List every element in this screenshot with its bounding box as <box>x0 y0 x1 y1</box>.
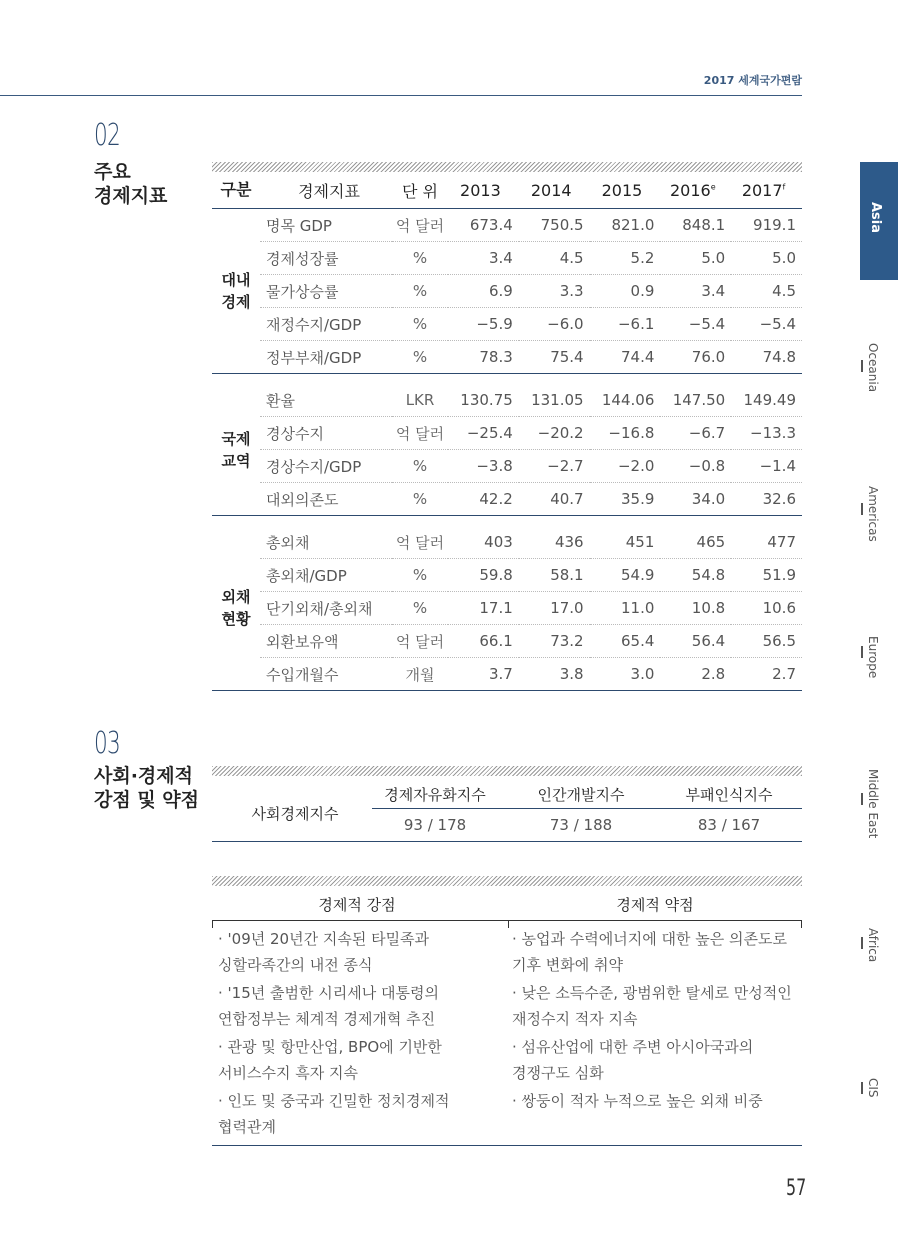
value-cell: 5.2 <box>590 242 661 275</box>
value-cell: 144.06 <box>590 384 661 417</box>
value-cell: 465 <box>660 526 731 559</box>
value-cell: 76.0 <box>660 341 731 374</box>
unit-cell: % <box>392 483 448 516</box>
value-cell: 54.9 <box>590 559 661 592</box>
list-item <box>218 1088 504 1140</box>
book-title: 2017 세계국가편람 <box>703 74 802 87</box>
category-line2: 현황 <box>221 610 251 628</box>
header-2014: 2014 <box>519 172 590 209</box>
value-cell: 10.8 <box>660 592 731 625</box>
sidebar-item-americas[interactable]: Americas <box>866 486 880 542</box>
unit-cell: 억 달러 <box>392 625 448 658</box>
indicator-cell: 대외의존도 <box>260 483 392 516</box>
unit-cell: % <box>392 341 448 374</box>
list-item-line: · 낮은 소득수준, 광범위한 탈세로 만성적인 <box>512 984 792 1002</box>
header-2016-label: 2016 <box>669 180 711 200</box>
group-spacer <box>212 516 802 527</box>
unit-cell: % <box>392 450 448 483</box>
sidebar-item-middle-east[interactable]: Middle East <box>866 769 880 839</box>
value-cell: 54.8 <box>660 559 731 592</box>
value-cell: 56.5 <box>731 625 802 658</box>
page-number: 57 <box>786 1176 807 1201</box>
value-cell: 56.4 <box>660 625 731 658</box>
category-line2: 경제 <box>221 293 251 311</box>
unit-cell: % <box>392 592 448 625</box>
value-cell: −13.3 <box>731 417 802 450</box>
indicator-cell: 단기외채/총외채 <box>260 592 392 625</box>
list-item <box>218 980 504 1032</box>
value-cell: 4.5 <box>519 242 590 275</box>
unit-cell: 억 달러 <box>392 209 448 242</box>
sidebar-item-europe[interactable]: Europe <box>866 636 880 679</box>
value-cell: −25.4 <box>448 417 519 450</box>
sidebar-tick <box>861 1082 863 1094</box>
sidebar-item-africa[interactable]: Africa <box>866 928 880 963</box>
section-title <box>94 160 167 208</box>
index-value-human-development: 73 / 188 <box>549 816 613 834</box>
value-cell: 3.3 <box>519 275 590 308</box>
indicator-cell: 총외채/GDP <box>260 559 392 592</box>
value-cell: 3.4 <box>660 275 731 308</box>
header-2017-sup: f <box>782 182 786 192</box>
table-row <box>212 275 802 308</box>
sw-table-hatch <box>212 876 802 886</box>
value-cell: 848.1 <box>660 209 731 242</box>
section-number: 02 <box>94 118 121 153</box>
value-cell: 58.1 <box>519 559 590 592</box>
header-unit: 단 위 <box>392 172 448 209</box>
group-spacer-cell <box>212 516 802 527</box>
weaknesses-list <box>512 926 802 1116</box>
category-line2: 교역 <box>221 451 251 470</box>
value-cell: −5.4 <box>660 308 731 341</box>
table-row <box>212 341 802 374</box>
unit-cell: % <box>392 275 448 308</box>
unit-cell: LKR <box>392 384 448 417</box>
indicator-cell: 총외채 <box>260 526 392 559</box>
header-indicator: 경제지표 <box>260 172 392 209</box>
category-line1: 국제 <box>221 429 251 448</box>
value-cell: −3.8 <box>448 450 519 483</box>
indicator-cell: 경상수지 <box>260 417 392 450</box>
value-cell: 149.49 <box>731 384 802 417</box>
value-cell: −20.2 <box>519 417 590 450</box>
value-cell: 74.8 <box>731 341 802 374</box>
value-cell: 34.0 <box>660 483 731 516</box>
list-item-line: 싱할라족간의 내전 종식 <box>218 956 373 974</box>
value-cell: −2.0 <box>590 450 661 483</box>
value-cell: 3.4 <box>448 242 519 275</box>
section-title-line1: 사회·경제적 <box>94 765 193 787</box>
list-item-line: · 쌍둥이 적자 누적으로 높은 외채 비중 <box>512 1092 763 1110</box>
table-header-row <box>212 172 802 209</box>
value-cell: 59.8 <box>448 559 519 592</box>
sidebar-tick <box>861 793 863 805</box>
sidebar-tick <box>861 646 863 658</box>
category-cell <box>212 209 260 374</box>
sw-header-rule <box>212 920 802 921</box>
value-cell: 477 <box>731 526 802 559</box>
index-table-hatch <box>212 766 802 776</box>
value-cell: −16.8 <box>590 417 661 450</box>
value-cell: 17.1 <box>448 592 519 625</box>
value-cell: 147.50 <box>660 384 731 417</box>
category-line1: 대내 <box>221 271 251 289</box>
value-cell: 436 <box>519 526 590 559</box>
table-row <box>212 308 802 341</box>
header-2013: 2013 <box>448 172 519 209</box>
strengths-title: 경제적 강점 <box>318 896 396 914</box>
header-2016 <box>660 172 731 209</box>
unit-cell: % <box>392 308 448 341</box>
index-header-rule <box>372 808 802 809</box>
category-cell <box>212 384 260 516</box>
indicator-cell: 외환보유액 <box>260 625 392 658</box>
table-row <box>212 592 802 625</box>
value-cell: 5.0 <box>731 242 802 275</box>
sw-bottom-rule <box>212 1145 802 1146</box>
value-cell: 40.7 <box>519 483 590 516</box>
strengths-list <box>218 926 504 1142</box>
index-header-corruption: 부패인식지수 <box>685 786 773 804</box>
value-cell: −6.1 <box>590 308 661 341</box>
unit-cell: % <box>392 559 448 592</box>
value-cell: 3.8 <box>519 658 590 691</box>
list-item-line: 서비스수지 흑자 지속 <box>218 1064 358 1082</box>
value-cell: −6.0 <box>519 308 590 341</box>
value-cell: 35.9 <box>590 483 661 516</box>
section-title-line1: 주요 <box>94 161 131 183</box>
section-number: 03 <box>94 726 121 761</box>
list-item-line: · 인도 및 중국과 긴밀한 정치경제적 <box>218 1092 450 1110</box>
index-value-economic-freedom: 93 / 178 <box>403 816 467 834</box>
value-cell: 65.4 <box>590 625 661 658</box>
indicator-cell: 수입개월수 <box>260 658 392 691</box>
header-rule <box>0 95 802 96</box>
table-row <box>212 559 802 592</box>
sidebar-tick <box>861 937 863 949</box>
list-item-line: 협력관계 <box>218 1118 276 1136</box>
indicator-cell: 환율 <box>260 384 392 417</box>
value-cell: 32.6 <box>731 483 802 516</box>
list-item-line: · '15년 출범한 시리세나 대통령의 <box>218 984 439 1002</box>
list-item-line: 재정수지 적자 지속 <box>512 1010 638 1028</box>
value-cell: 75.4 <box>519 341 590 374</box>
table-row <box>212 417 802 450</box>
value-cell: 130.75 <box>448 384 519 417</box>
indicator-cell: 경제성장률 <box>260 242 392 275</box>
index-header-human-development: 인간개발지수 <box>537 786 625 804</box>
table-row <box>212 209 802 242</box>
value-cell: 74.4 <box>590 341 661 374</box>
sw-bracket-left <box>212 920 213 928</box>
value-cell: 919.1 <box>731 209 802 242</box>
value-cell: 51.9 <box>731 559 802 592</box>
value-cell: 821.0 <box>590 209 661 242</box>
list-item <box>512 980 802 1032</box>
list-item <box>218 1034 504 1086</box>
indicator-cell: 물가상승률 <box>260 275 392 308</box>
table-row <box>212 384 802 417</box>
header-2015: 2015 <box>590 172 661 209</box>
list-item-line: · 섬유산업에 대한 주변 아시아국과의 <box>512 1038 754 1056</box>
index-row-label: 사회경제지수 <box>251 804 339 823</box>
value-cell: −2.7 <box>519 450 590 483</box>
value-cell: 2.8 <box>660 658 731 691</box>
value-cell: 5.0 <box>660 242 731 275</box>
unit-cell: 억 달러 <box>392 526 448 559</box>
value-cell: −1.4 <box>731 450 802 483</box>
index-bottom-rule <box>212 841 802 842</box>
value-cell: 78.3 <box>448 341 519 374</box>
indicator-cell: 명목 GDP <box>260 209 392 242</box>
sidebar-item-asia[interactable] <box>860 162 898 280</box>
table-top-hatch <box>212 162 802 172</box>
list-item <box>512 1088 802 1114</box>
value-cell: 451 <box>590 526 661 559</box>
unit-cell: 억 달러 <box>392 417 448 450</box>
value-cell: 6.9 <box>448 275 519 308</box>
value-cell: 11.0 <box>590 592 661 625</box>
index-header-economic-freedom: 경제자유화지수 <box>384 786 486 804</box>
value-cell: −5.4 <box>731 308 802 341</box>
table-row <box>212 483 802 516</box>
sidebar-item-oceania[interactable]: Oceania <box>866 343 880 393</box>
category-line1: 외채 <box>221 588 251 606</box>
economic-indicators-table <box>212 172 802 691</box>
list-item-line: 기후 변화에 취약 <box>512 956 623 974</box>
index-value-corruption: 83 / 167 <box>697 816 761 834</box>
value-cell: 750.5 <box>519 209 590 242</box>
list-item-line: · 관광 및 항만산업, BPO에 기반한 <box>218 1038 442 1056</box>
list-item <box>218 926 504 978</box>
table-row <box>212 450 802 483</box>
category-cell <box>212 526 260 691</box>
value-cell: 403 <box>448 526 519 559</box>
sidebar-tick <box>861 360 863 372</box>
header-2017-label: 2017 <box>741 180 783 200</box>
value-cell: 131.05 <box>519 384 590 417</box>
value-cell: −0.8 <box>660 450 731 483</box>
table-row <box>212 526 802 559</box>
unit-cell: 개월 <box>392 658 448 691</box>
value-cell: 673.4 <box>448 209 519 242</box>
list-item <box>512 1034 802 1086</box>
value-cell: 17.0 <box>519 592 590 625</box>
value-cell: 73.2 <box>519 625 590 658</box>
table-row <box>212 242 802 275</box>
value-cell: 42.2 <box>448 483 519 516</box>
sw-bracket-mid <box>508 920 509 928</box>
value-cell: 3.0 <box>590 658 661 691</box>
table-row <box>212 658 802 691</box>
indicator-cell: 재정수지/GDP <box>260 308 392 341</box>
list-item-line: 경쟁구도 심화 <box>512 1064 604 1082</box>
group-spacer-cell <box>212 374 802 385</box>
header-2017 <box>731 172 802 209</box>
group-spacer <box>212 374 802 385</box>
header-category: 구분 <box>212 172 260 209</box>
section-title <box>94 764 199 812</box>
indicator-cell: 경상수지/GDP <box>260 450 392 483</box>
value-cell: 66.1 <box>448 625 519 658</box>
value-cell: 10.6 <box>731 592 802 625</box>
header-2016-sup: e <box>710 182 716 192</box>
list-item-line: 연합정부는 체계적 경제개혁 추진 <box>218 1010 436 1028</box>
list-item-line: · 농업과 수력에너지에 대한 높은 의존도로 <box>512 930 787 948</box>
sidebar-item-asia-label: Asia <box>868 202 883 234</box>
sidebar-tick <box>861 503 863 515</box>
value-cell: 0.9 <box>590 275 661 308</box>
value-cell: −5.9 <box>448 308 519 341</box>
value-cell: 2.7 <box>731 658 802 691</box>
unit-cell: % <box>392 242 448 275</box>
table-row <box>212 625 802 658</box>
value-cell: 3.7 <box>448 658 519 691</box>
sidebar-item-cis[interactable]: CIS <box>866 1078 880 1098</box>
weaknesses-title: 경제적 약점 <box>616 896 694 914</box>
list-item <box>512 926 802 978</box>
section-title-line2: 강점 및 약점 <box>94 789 199 811</box>
indicator-cell: 정부부채/GDP <box>260 341 392 374</box>
value-cell: −6.7 <box>660 417 731 450</box>
value-cell: 4.5 <box>731 275 802 308</box>
list-item-line: · '09년 20년간 지속된 타밀족과 <box>218 930 430 948</box>
section-title-line2: 경제지표 <box>94 185 168 207</box>
